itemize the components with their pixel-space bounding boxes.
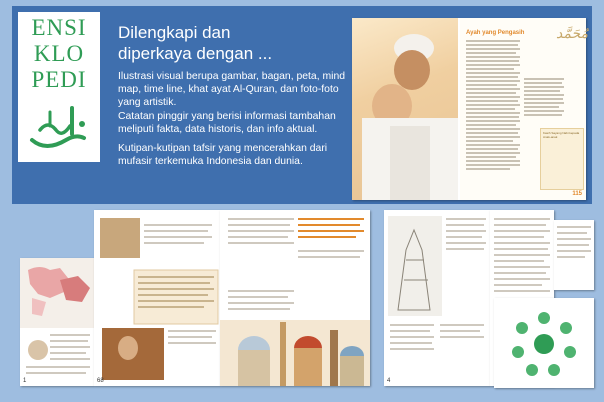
feature-paragraph-2: Catatan pinggir yang berisi informasi tambahan meliputi fakta, data historis, dan info aktual. bbox=[118, 111, 336, 135]
logo-line-2: KLO bbox=[33, 41, 85, 66]
page-mosques bbox=[220, 210, 370, 386]
page-mindmap bbox=[494, 298, 594, 388]
page-number-3: 4 bbox=[387, 378, 391, 384]
page-number-1: 1 bbox=[23, 378, 27, 384]
sketch-illustration bbox=[384, 210, 490, 386]
feature-paragraph-1: Ilustrasi visual berupa gambar, bagan, peta, mind map, time line, khat ayat Al-Quran, dan foto-foto yang artistik. bbox=[118, 71, 345, 108]
sidebar-note-box bbox=[540, 128, 584, 190]
photo-illustration bbox=[352, 18, 458, 200]
page-number-2: 68 bbox=[97, 378, 104, 384]
section-heading: Ayah yang Pengasih bbox=[466, 30, 525, 36]
headline bbox=[118, 22, 328, 64]
page-small-top bbox=[554, 220, 594, 290]
page-sketch bbox=[384, 210, 490, 386]
feature-paragraph-3: Kutipan-kutipan tafsir yang mencerahkan dari mufasir terkemuka Indonesia dan dunia. bbox=[118, 143, 328, 167]
logo-line-1: ENSI bbox=[31, 15, 87, 40]
headline-line-2: diperkaya dengan ... bbox=[118, 44, 273, 63]
right-page bbox=[460, 18, 586, 200]
map-illustration bbox=[20, 258, 94, 386]
page-history bbox=[94, 210, 220, 386]
page-map bbox=[20, 258, 94, 386]
small-page-illustration bbox=[554, 220, 594, 290]
headline-line-1: Dilengkapi dan bbox=[118, 23, 231, 42]
father-child-photo bbox=[352, 18, 458, 200]
page-number: 115 bbox=[572, 191, 582, 197]
body-text-column bbox=[466, 40, 520, 172]
mosques-illustration bbox=[220, 210, 370, 386]
history-page-illustration bbox=[94, 210, 220, 386]
arabic-calligraphy-icon bbox=[26, 100, 92, 156]
sidebar-note-title: Kasih Sayang Nabi kepada Anak-anak bbox=[543, 131, 580, 139]
arabic-name-icon: مُحَمَّد bbox=[556, 27, 588, 42]
logo-line-3: PEDI bbox=[31, 67, 87, 92]
mind-map-illustration bbox=[494, 298, 594, 388]
body-text-column-2 bbox=[524, 78, 564, 118]
encyclopedia-logo bbox=[18, 12, 100, 162]
